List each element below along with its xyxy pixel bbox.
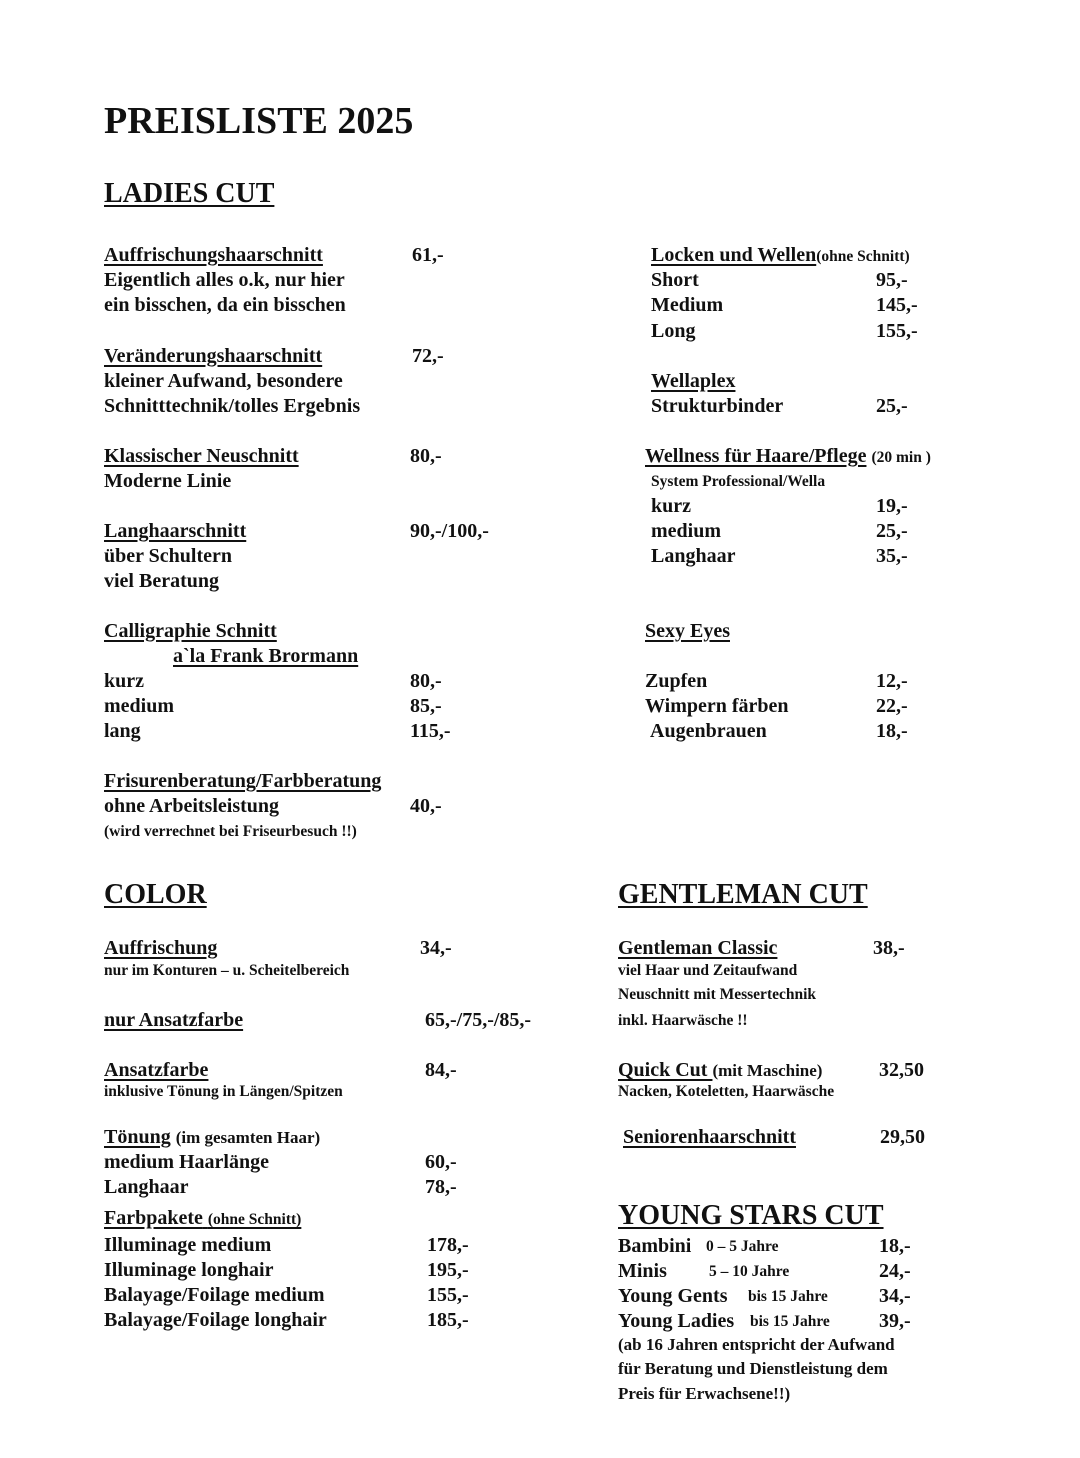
- locken-long-price: 155,-: [876, 320, 918, 342]
- bambini-label: Bambini: [618, 1235, 692, 1257]
- illuminage-longhair-price: 195,-: [427, 1259, 469, 1281]
- minis-age: 5 – 10 Jahre: [709, 1263, 790, 1280]
- gentleman-classic-desc: Neuschnitt mit Messertechnik: [618, 986, 817, 1003]
- wellaplex-item: Strukturbinder: [651, 395, 784, 417]
- illuminage-medium-price: 178,-: [427, 1234, 469, 1256]
- young-ladies-age: bis 15 Jahre: [750, 1313, 830, 1330]
- locken-medium-label: Medium: [651, 294, 724, 316]
- calligraphie-kurz-label: kurz: [104, 670, 144, 692]
- color-auffrischung-label: Auffrischung: [104, 937, 218, 959]
- locken-wellen-label: Locken und Wellen: [651, 244, 817, 266]
- calligraphie-lang-price: 115,-: [410, 720, 451, 742]
- calligraphie-medium-label: medium: [104, 695, 174, 717]
- wellness-kurz-label: kurz: [651, 495, 691, 517]
- gentleman-classic-desc: viel Haar und Zeitaufwand: [618, 962, 798, 979]
- gentleman-classic-desc: inkl. Haarwäsche !!: [618, 1012, 748, 1029]
- auffrischungshaarschnitt-label: Auffrischungshaarschnitt: [104, 244, 323, 266]
- wellness-langhaar-label: Langhaar: [651, 545, 736, 567]
- bambini-price: 18,-: [879, 1235, 911, 1257]
- wellness-sub: System Professional/Wella: [651, 473, 826, 490]
- farbpakete-note: (ohne Schnitt): [207, 1211, 302, 1228]
- wellness-medium-label: medium: [651, 520, 721, 542]
- calligraphie-label: Calligraphie Schnitt: [104, 620, 277, 642]
- young-stars-note: Preis für Erwachsene!!): [618, 1384, 791, 1403]
- frisurenberatung-label: Frisurenberatung/Farbberatung: [104, 770, 382, 792]
- veraenderungshaarschnitt-desc: kleiner Aufwand, besondere: [104, 370, 343, 392]
- klassischer-neuschnitt-desc: Moderne Linie: [104, 470, 232, 492]
- balayage-longhair-price: 185,-: [427, 1309, 469, 1331]
- young-ladies-price: 39,-: [879, 1310, 911, 1332]
- wellness-label: Wellness für Haare/Pflege: [645, 445, 867, 467]
- seniorenhaarschnitt-price: 29,50: [880, 1126, 925, 1148]
- auffrischungshaarschnitt-desc: Eigentlich alles o.k, nur hier: [104, 269, 345, 291]
- wimpern-label: Wimpern färben: [645, 695, 789, 717]
- illuminage-medium-label: Illuminage medium: [104, 1234, 272, 1256]
- toenung-langhaar-price: 78,-: [425, 1176, 457, 1198]
- veraenderungshaarschnitt-desc: Schnitttechnik/tolles Ergebnis: [104, 395, 361, 417]
- quick-cut-price: 32,50: [879, 1059, 924, 1081]
- color-heading: COLOR: [104, 879, 207, 910]
- minis-price: 24,-: [879, 1260, 911, 1282]
- balayage-longhair-label: Balayage/Foilage longhair: [104, 1309, 327, 1331]
- young-stars-note: (ab 16 Jahren entspricht der Aufwand: [618, 1335, 895, 1354]
- quick-cut-desc: Nacken, Koteletten, Haarwäsche: [618, 1083, 835, 1100]
- quick-cut-label: Quick Cut: [618, 1059, 713, 1081]
- augenbrauen-label: Augenbrauen: [650, 720, 767, 742]
- calligraphie-kurz-price: 80,-: [410, 670, 442, 692]
- wellness-medium-price: 25,-: [876, 520, 908, 542]
- locken-short-price: 95,-: [876, 269, 908, 291]
- klassischer-neuschnitt-price: 80,-: [410, 445, 442, 467]
- locken-long-label: Long: [651, 320, 696, 342]
- wellaplex-price: 25,-: [876, 395, 908, 417]
- zupfen-price: 12,-: [876, 670, 908, 692]
- auffrischungshaarschnitt-desc: ein bisschen, da ein bisschen: [104, 294, 346, 316]
- illuminage-longhair-label: Illuminage longhair: [104, 1259, 274, 1281]
- toenung-langhaar-label: Langhaar: [104, 1176, 189, 1198]
- wimpern-price: 22,-: [876, 695, 908, 717]
- young-ladies-label: Young Ladies: [618, 1310, 735, 1332]
- toenung-label: Tönung: [104, 1126, 171, 1148]
- locken-medium-price: 145,-: [876, 294, 918, 316]
- color-auffrischung-price: 34,-: [420, 937, 452, 959]
- young-stars-heading: YOUNG STARS CUT: [618, 1200, 884, 1231]
- langhaarschnitt-desc: viel Beratung: [104, 570, 219, 592]
- quick-cut-note: (mit Maschine): [712, 1061, 823, 1080]
- toenung-medium-label: medium Haarlänge: [104, 1151, 269, 1173]
- langhaarschnitt-desc: über Schultern: [104, 545, 232, 567]
- locken-wellen-header: [651, 245, 910, 265]
- ansatzfarbe-desc: inklusive Tönung in Längen/Spitzen: [104, 1083, 343, 1100]
- veraenderungshaarschnitt-label: Veränderungshaarschnitt: [104, 345, 323, 367]
- toenung-medium-price: 60,-: [425, 1151, 457, 1173]
- locken-short-label: Short: [651, 269, 699, 291]
- farbpakete-header: [104, 1208, 301, 1228]
- sexy-eyes-label: Sexy Eyes: [645, 620, 730, 642]
- seniorenhaarschnitt-label: Seniorenhaarschnitt: [623, 1126, 796, 1148]
- langhaarschnitt-label: Langhaarschnitt: [104, 520, 247, 542]
- frisurenberatung-desc: ohne Arbeitsleistung: [104, 795, 280, 817]
- klassischer-neuschnitt-label: Klassischer Neuschnitt: [104, 445, 299, 467]
- calligraphie-lang-label: lang: [104, 720, 141, 742]
- wellness-kurz-price: 19,-: [876, 495, 908, 517]
- calligraphie-sublabel: a`la Frank Brormann: [173, 645, 359, 667]
- auffrischungshaarschnitt-price: 61,-: [412, 244, 444, 266]
- toenung-header: [104, 1127, 320, 1147]
- page-title: PREISLISTE 2025: [104, 100, 414, 142]
- gentleman-classic-label: Gentleman Classic: [618, 937, 778, 959]
- young-stars-note: für Beratung und Dienstleistung dem: [618, 1359, 888, 1378]
- locken-wellen-note: (ohne Schnitt): [816, 248, 910, 265]
- ladies-cut-heading: LADIES CUT: [104, 178, 275, 209]
- augenbrauen-price: 18,-: [876, 720, 908, 742]
- young-gents-label: Young Gents: [618, 1285, 728, 1307]
- ansatzfarbe-label: Ansatzfarbe: [104, 1059, 209, 1081]
- toenung-note: (im gesamten Haar): [175, 1128, 321, 1147]
- nur-ansatzfarbe-price: 65,-/75,-/85,-: [425, 1009, 532, 1031]
- calligraphie-medium-price: 85,-: [410, 695, 442, 717]
- wellness-langhaar-price: 35,-: [876, 545, 908, 567]
- ansatzfarbe-price: 84,-: [425, 1059, 457, 1081]
- bambini-age: 0 – 5 Jahre: [706, 1238, 779, 1255]
- nur-ansatzfarbe-label: nur Ansatzfarbe: [104, 1009, 244, 1031]
- young-gents-age: bis 15 Jahre: [748, 1288, 828, 1305]
- minis-label: Minis: [618, 1260, 667, 1282]
- young-gents-price: 34,-: [879, 1285, 911, 1307]
- gentleman-cut-heading: GENTLEMAN CUT: [618, 879, 868, 910]
- gentleman-classic-price: 38,-: [873, 937, 905, 959]
- farbpakete-label: Farbpakete: [104, 1207, 203, 1229]
- wellness-note: (20 min ): [871, 449, 931, 466]
- veraenderungshaarschnitt-price: 72,-: [412, 345, 444, 367]
- quick-cut-header: [618, 1060, 822, 1080]
- frisurenberatung-note: (wird verrechnet bei Friseurbesuch !!): [104, 823, 357, 840]
- wellness-header: [645, 446, 931, 466]
- color-auffrischung-desc: nur im Konturen – u. Scheitelbereich: [104, 962, 350, 979]
- balayage-medium-price: 155,-: [427, 1284, 469, 1306]
- wellaplex-label: Wellaplex: [651, 370, 736, 392]
- langhaarschnitt-price: 90,-/100,-: [410, 520, 489, 542]
- frisurenberatung-price: 40,-: [410, 795, 442, 817]
- zupfen-label: Zupfen: [645, 670, 708, 692]
- balayage-medium-label: Balayage/Foilage medium: [104, 1284, 325, 1306]
